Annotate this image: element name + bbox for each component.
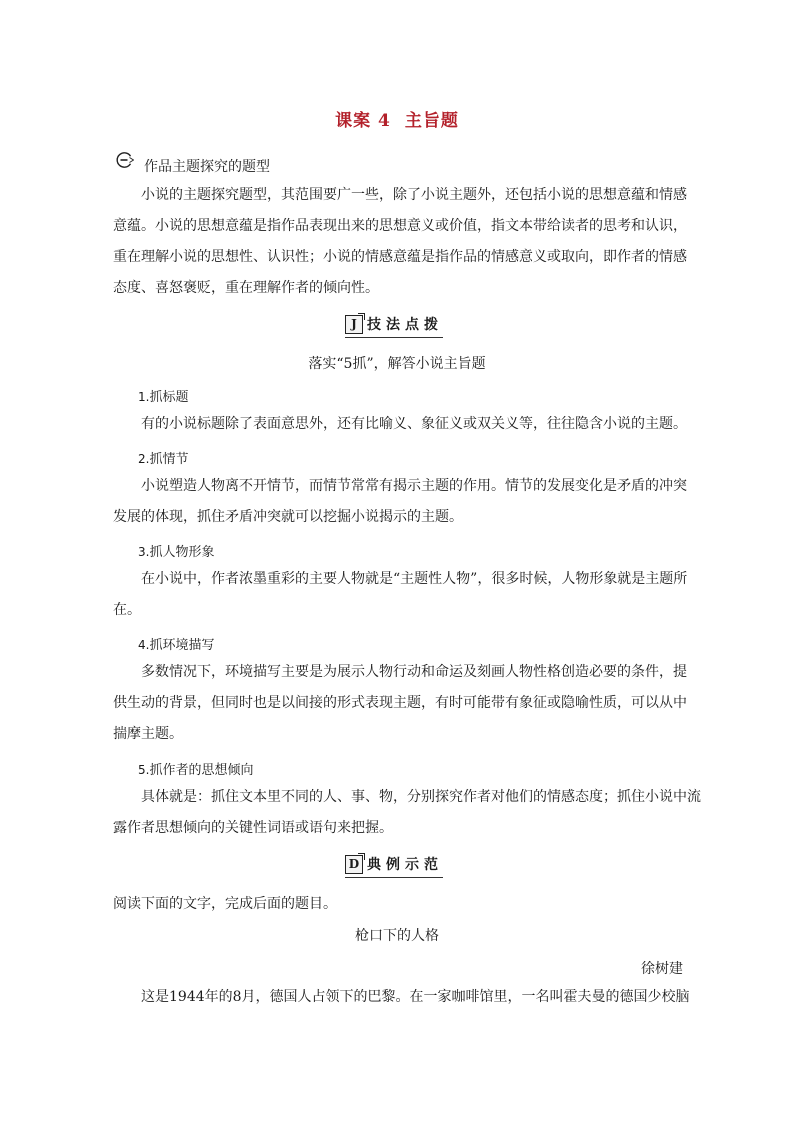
paragraph-line: 在。	[113, 602, 141, 618]
item-heading: 4.抓环境描写	[138, 638, 215, 653]
item-body	[113, 782, 701, 844]
item-heading: 3.抓人物形象	[138, 545, 215, 560]
paragraph-line: 露作者思想倾向的关键性词语或语句来把握。	[113, 820, 393, 836]
item-heading: 5.抓作者的思想倾向	[138, 763, 254, 778]
item-heading: 1.抓标题	[138, 390, 189, 405]
paragraph-line: 具体就是：抓住文本里不同的人、事、物，分别探究作者对他们的情感态度；抓住小说中流	[141, 789, 701, 805]
intro-paragraph	[113, 180, 687, 304]
circle-one-icon	[116, 151, 134, 169]
item-body	[113, 409, 687, 440]
story-author: 徐树建	[641, 961, 683, 977]
paragraph-line: 重在理解小说的思想性、认识性；小说的情感意蕴是指作品的情感意义或取向，即作者的情感	[113, 249, 687, 265]
badge-j: J	[345, 315, 363, 334]
badge-d: D	[345, 855, 363, 874]
item-heading: 2.抓情节	[138, 452, 189, 467]
paragraph-line: 这是1944年的8月，德国人占领下的巴黎。在一家咖啡馆里，一名叫霍夫曼的德国少校脑	[141, 989, 690, 1005]
paragraph-line: 小说塑造人物离不开情节，而情节常常有揭示主题的作用。情节的发展变化是矛盾的冲突	[141, 478, 687, 494]
item-body	[113, 657, 687, 750]
paragraph-line: 态度、喜怒褒贬，重在理解作者的倾向性。	[113, 280, 379, 296]
paragraph-line: 供生动的背景，但同时也是以间接的形式表现主题，有时可能带有象征或隐喻性质，可以从中	[113, 695, 687, 711]
paragraph-line: 多数情况下，环境描写主要是为展示人物行动和命运及刻画人物性格创造必要的条件，提	[141, 664, 687, 680]
technique-banner	[345, 312, 443, 338]
paragraph-line: 在小说中，作者浓墨重彩的主要人物就是“主题性人物”，很多时候，人物形象就是主题所	[141, 571, 688, 587]
paragraph-line: 揣摩主题。	[113, 726, 183, 742]
section-heading: 作品主题探究的题型	[144, 159, 270, 175]
page-title: 课案 4 主旨题	[335, 111, 459, 131]
paragraph-line: 小说的主题探究题型，其范围要广一些，除了小说主题外，还包括小说的思想意蕴和情感	[141, 187, 687, 203]
example-banner	[345, 852, 443, 878]
banner-label: 典例示范	[367, 857, 443, 873]
item-body	[113, 564, 688, 626]
paragraph-line: 有的小说标题除了表面意思外，还有比喻义、象征义或双关义等，往往隐含小说的主题。	[141, 416, 687, 432]
paragraph-line: 意蕴。小说的思想意蕴是指作品表现出来的思想意义或价值，指文本带给读者的思考和认识，	[113, 218, 687, 234]
subtitle: 落实“5抓”，解答小说主旨题	[308, 356, 486, 372]
instruction-text: 阅读下面的文字，完成后面的题目。	[113, 896, 337, 912]
item-body	[113, 471, 687, 533]
story-body	[113, 982, 690, 1013]
paragraph-line: 发展的体现，抓住矛盾冲突就可以挖掘小说揭示的主题。	[113, 509, 463, 525]
banner-label: 技法点拨	[367, 317, 443, 333]
story-title: 枪口下的人格	[355, 928, 439, 944]
